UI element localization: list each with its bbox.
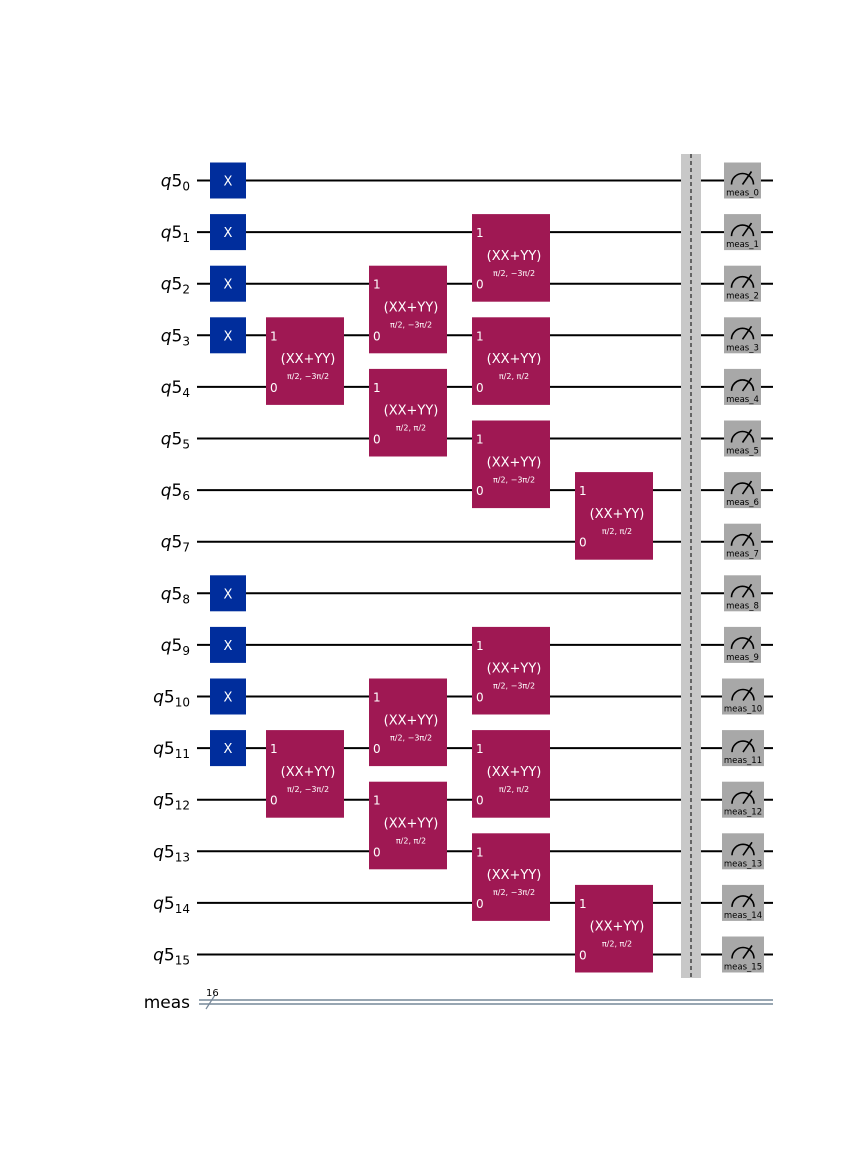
qubit-register-suffix: 5 — [171, 532, 183, 553]
xxyy-gate-11 — [472, 833, 550, 921]
xxyy-port-top: 1 — [373, 690, 381, 705]
x-gate-q3 — [210, 317, 246, 353]
measure-2 — [724, 266, 761, 302]
measure-label: meas_8 — [726, 601, 759, 612]
measure-label: meas_13 — [723, 859, 763, 870]
xxyy-gate-4 — [369, 679, 447, 767]
measure-label: meas_11 — [723, 756, 763, 767]
qubit-index: 13 — [174, 850, 190, 865]
xxyy-gate-label: (XX+YY) — [589, 506, 645, 522]
qubit-register-suffix: 5 — [171, 274, 183, 295]
x-gate-label: X — [223, 226, 233, 242]
register-labels — [144, 172, 190, 1014]
xxyy-port-top: 1 — [270, 329, 278, 344]
x-gate-label: X — [223, 329, 233, 345]
measure-label: meas_2 — [726, 291, 759, 302]
qubit-register-name: q — [153, 739, 164, 760]
xxyy-port-top: 1 — [373, 793, 381, 808]
qubit-register-suffix: 5 — [171, 481, 183, 502]
measure-label: meas_9 — [726, 652, 759, 663]
qubit-label-2 — [161, 275, 190, 297]
xxyy-gate-label: (XX+YY) — [280, 352, 336, 368]
xxyy-gate-8 — [472, 421, 550, 509]
measure-9 — [724, 627, 761, 663]
xxyy-gate-params: π/2, −3π/2 — [492, 681, 536, 691]
xxyy-port-top: 1 — [270, 742, 278, 757]
xxyy-gate-label: (XX+YY) — [383, 403, 439, 419]
xxyy-port-top: 1 — [476, 845, 484, 860]
xxyy-gate-params: π/2, −3π/2 — [286, 372, 330, 382]
qubit-label-1 — [161, 223, 190, 245]
measure-1 — [724, 214, 761, 250]
xxyy-gate-params: π/2, π/2 — [498, 372, 530, 382]
qubit-index: 7 — [182, 540, 190, 555]
measure-12 — [722, 782, 764, 818]
qubit-label-10 — [153, 688, 190, 710]
xxyy-gate-label: (XX+YY) — [486, 868, 542, 884]
xxyy-port-top: 1 — [476, 329, 484, 344]
qubit-register-suffix: 5 — [163, 945, 175, 966]
qubit-register-name: q — [160, 377, 172, 398]
measure-3 — [724, 317, 761, 353]
xxyy-port-bottom: 0 — [476, 277, 484, 292]
x-gate-q8 — [210, 575, 246, 611]
qubit-index: 11 — [174, 747, 190, 762]
xxyy-gate-label: (XX+YY) — [383, 300, 439, 316]
xxyy-gate-7 — [472, 317, 550, 405]
x-gate-label: X — [223, 690, 233, 706]
xxyy-gate-12 — [575, 472, 653, 560]
xxyy-gate-label: (XX+YY) — [486, 352, 542, 368]
xxyy-port-bottom: 0 — [476, 793, 484, 808]
xxyy-gate-6 — [472, 214, 550, 302]
qubit-register-name: q — [153, 842, 164, 863]
measure-label: meas_7 — [726, 549, 759, 560]
xxyy-port-top: 1 — [373, 277, 381, 292]
qubit-index: 10 — [174, 695, 190, 710]
qubit-register-suffix: 5 — [171, 223, 183, 244]
x-gate-q0 — [210, 163, 246, 199]
measure-0 — [724, 163, 761, 199]
xxyy-gate-5 — [369, 782, 447, 870]
xxyy-port-bottom: 0 — [476, 380, 484, 395]
qubit-index: 1 — [182, 231, 190, 246]
qubit-index: 12 — [174, 798, 190, 813]
xxyy-gate-label: (XX+YY) — [486, 661, 542, 677]
xxyy-gate-params: π/2, π/2 — [601, 526, 633, 536]
measure-label: meas_6 — [726, 498, 759, 509]
qubit-register-name: q — [160, 584, 172, 605]
qubit-register-suffix: 5 — [163, 842, 175, 863]
measure-14 — [722, 885, 764, 921]
xxyy-port-top: 1 — [476, 638, 484, 653]
measure-label: meas_15 — [723, 962, 763, 973]
qubit-register-suffix: 5 — [171, 584, 183, 605]
xxyy-port-top: 1 — [476, 226, 484, 241]
qubit-index: 14 — [174, 901, 190, 916]
xxyy-gate-label: (XX+YY) — [486, 764, 542, 780]
xxyy-gate-params: π/2, π/2 — [601, 939, 633, 949]
xxyy-port-top: 1 — [476, 432, 484, 447]
x-gate-q9 — [210, 627, 246, 663]
qubit-register-name: q — [153, 945, 164, 966]
xxyy-port-top: 1 — [476, 742, 484, 757]
qubit-register-suffix: 5 — [163, 790, 175, 811]
qubit-register-name: q — [160, 481, 172, 502]
barrier — [681, 154, 701, 978]
measure-label: meas_4 — [726, 394, 759, 405]
x-gate-label: X — [223, 742, 233, 758]
classical-width: 16 — [206, 988, 219, 999]
xxyy-gate-params: π/2, −3π/2 — [389, 733, 433, 743]
qubit-label-3 — [161, 326, 190, 348]
qubit-register-name: q — [153, 687, 164, 708]
xxyy-gate-2 — [369, 266, 447, 354]
xxyy-port-top: 1 — [373, 380, 381, 395]
x-gate-label: X — [223, 277, 233, 293]
measure-label: meas_12 — [723, 807, 763, 818]
xxyy-gate-params: π/2, −3π/2 — [389, 320, 433, 330]
measure-label: meas_0 — [726, 188, 759, 199]
measure-13 — [722, 833, 764, 869]
xxyy-gate-params: π/2, π/2 — [395, 423, 427, 433]
qubit-register-suffix: 5 — [171, 377, 183, 398]
x-gate-q10 — [210, 679, 246, 715]
xxyy-gate-label: (XX+YY) — [280, 764, 336, 780]
classical-register-wire — [199, 988, 773, 1009]
qubit-register-name: q — [160, 326, 172, 347]
qubit-index: 5 — [182, 437, 190, 452]
qubit-register-name: q — [160, 635, 172, 656]
xxyy-gate-label: (XX+YY) — [486, 455, 542, 471]
xxyy-gate-params: π/2, −3π/2 — [286, 784, 330, 794]
xxyy-port-bottom: 0 — [270, 380, 278, 395]
qubit-label-14 — [153, 894, 190, 916]
measure-15 — [722, 937, 764, 973]
measure-10 — [722, 679, 764, 715]
qubit-label-13 — [153, 842, 190, 864]
xxyy-port-bottom: 0 — [270, 793, 278, 808]
measure-5 — [724, 421, 761, 457]
xxyy-gate-3 — [369, 369, 447, 457]
measure-label: meas_5 — [726, 446, 759, 457]
qubit-register-name: q — [160, 429, 172, 450]
qubit-index: 8 — [182, 592, 190, 607]
xxyy-gate-label: (XX+YY) — [383, 816, 439, 832]
qubit-label-5 — [161, 430, 190, 452]
qubit-label-8 — [161, 584, 190, 606]
qubit-index: 9 — [182, 643, 190, 658]
qubit-index: 15 — [174, 953, 190, 968]
qubit-register-suffix: 5 — [171, 171, 183, 192]
qubit-index: 2 — [182, 282, 190, 297]
measure-8 — [724, 575, 761, 611]
xxyy-port-bottom: 0 — [579, 535, 587, 550]
xxyy-port-top: 1 — [579, 484, 587, 499]
qubit-register-suffix: 5 — [171, 429, 183, 450]
xxyy-gate-0 — [266, 317, 344, 405]
xxyy-port-top: 1 — [579, 896, 587, 911]
qubit-label-6 — [161, 481, 190, 503]
measure-label: meas_14 — [723, 910, 763, 921]
measure-6 — [724, 472, 761, 508]
qubit-label-7 — [161, 533, 190, 555]
qubit-index: 6 — [182, 489, 190, 504]
qubit-label-11 — [153, 739, 190, 761]
xxyy-gate-params: π/2, π/2 — [395, 836, 427, 846]
qubit-register-suffix: 5 — [163, 893, 175, 914]
measure-label: meas_3 — [726, 343, 759, 354]
qubit-register-name: q — [153, 893, 164, 914]
xxyy-port-bottom: 0 — [476, 690, 484, 705]
xxyy-port-bottom: 0 — [476, 484, 484, 499]
xxyy-gate-params: π/2, −3π/2 — [492, 888, 536, 898]
xxyy-gate-params: π/2, π/2 — [498, 784, 530, 794]
x-gate-label: X — [223, 174, 233, 190]
classical-register-label: meas — [143, 993, 190, 1013]
qubit-label-12 — [153, 791, 190, 813]
xxyy-gate-params: π/2, −3π/2 — [492, 268, 536, 278]
xxyy-port-bottom: 0 — [579, 948, 587, 963]
qubit-register-suffix: 5 — [171, 326, 183, 347]
xxyy-gate-1 — [266, 730, 344, 818]
xxyy-port-bottom: 0 — [373, 845, 381, 860]
qubit-label-9 — [161, 636, 190, 658]
xxyy-port-bottom: 0 — [476, 896, 484, 911]
x-gate-q11 — [210, 730, 246, 766]
xxyy-gate-label: (XX+YY) — [589, 919, 645, 935]
qubit-register-name: q — [160, 532, 172, 553]
qubit-register-suffix: 5 — [163, 739, 175, 760]
xxyy-port-bottom: 0 — [373, 742, 381, 757]
measure-7 — [724, 524, 761, 560]
qubit-label-4 — [161, 378, 190, 400]
x-gate-q1 — [210, 214, 246, 250]
xxyy-gate-label: (XX+YY) — [486, 248, 542, 264]
measure-4 — [724, 369, 761, 405]
x-gate-label: X — [223, 638, 233, 654]
qubit-register-suffix: 5 — [171, 635, 183, 656]
xxyy-gate-9 — [472, 627, 550, 715]
xxyy-gate-10 — [472, 730, 550, 818]
qubit-register-name: q — [160, 274, 172, 295]
xxyy-gate-13 — [575, 885, 653, 973]
qubit-register-name: q — [153, 790, 164, 811]
x-gate-q2 — [210, 266, 246, 302]
qubit-register-name: q — [160, 223, 172, 244]
x-gate-label: X — [223, 587, 233, 603]
xxyy-port-bottom: 0 — [373, 432, 381, 447]
qubit-label-15 — [153, 946, 190, 968]
qubit-label-0 — [161, 172, 190, 194]
qubit-index: 4 — [182, 385, 190, 400]
qubit-index: 3 — [182, 334, 190, 349]
measurements — [722, 163, 764, 973]
qubit-register-name: q — [160, 171, 172, 192]
xxyy-gate-label: (XX+YY) — [383, 713, 439, 729]
qubit-register-suffix: 5 — [163, 687, 175, 708]
xxyy-gate-params: π/2, −3π/2 — [492, 475, 536, 485]
measure-label: meas_1 — [726, 240, 759, 251]
measure-11 — [722, 730, 764, 766]
xxyy-port-bottom: 0 — [373, 329, 381, 344]
measure-label: meas_10 — [723, 704, 763, 715]
qubit-index: 0 — [182, 179, 190, 194]
